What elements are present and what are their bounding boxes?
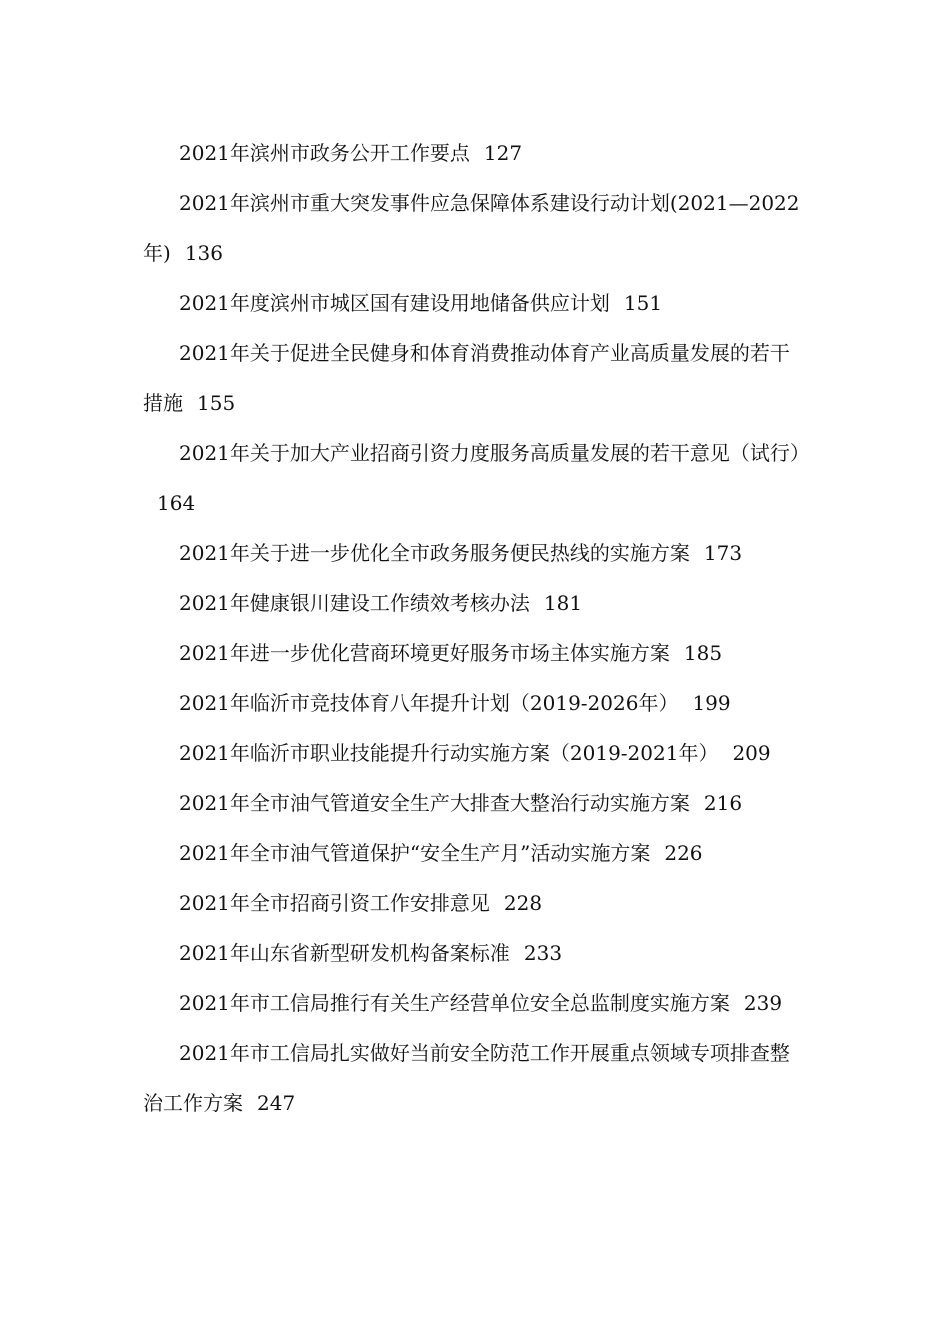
toc-entry-page: 136	[184, 241, 223, 265]
toc-entry-page: 247	[257, 1091, 296, 1115]
toc-entry	[143, 828, 808, 878]
toc-entry-page: 228	[503, 891, 543, 915]
toc-entry	[143, 778, 808, 828]
toc-entry-title: 2021年滨州市重大突发事件应急保障体系建设行动计划(2021—2022年)	[143, 191, 800, 265]
table-of-contents	[143, 128, 808, 1128]
toc-entry-title: 2021年全市招商引资工作安排意见	[179, 891, 490, 915]
toc-entry-page: 185	[683, 641, 723, 665]
toc-entry	[143, 528, 808, 578]
toc-entry-page: 164	[157, 491, 196, 515]
toc-entry-title: 2021年关于进一步优化全市政务服务便民热线的实施方案	[179, 541, 690, 565]
toc-entry-title: 2021年市工信局扎实做好当前安全防范工作开展重点领域专项排查整治工作方案	[143, 1041, 790, 1115]
toc-entry-title: 2021年全市油气管道安全生产大排查大整治行动实施方案	[179, 791, 690, 815]
toc-entry-title: 2021年进一步优化营商环境更好服务市场主体实施方案	[179, 641, 670, 665]
toc-entry-page: 199	[692, 691, 731, 715]
toc-entry	[143, 728, 808, 778]
toc-entry-title: 2021年关于加大产业招商引资力度服务高质量发展的若干意见（试行）	[179, 441, 810, 465]
toc-entry-title: 2021年关于促进全民健身和体育消费推动体育产业高质量发展的若干措施	[143, 341, 790, 415]
toc-entry	[143, 178, 808, 278]
toc-entry-title: 2021年全市油气管道保护“安全生产月”活动实施方案	[179, 841, 651, 865]
toc-entry-title: 2021年滨州市政务公开工作要点	[179, 141, 470, 165]
toc-entry	[143, 878, 808, 928]
toc-entry	[143, 928, 808, 978]
toc-entry-title: 2021年临沂市竞技体育八年提升计划（2019-2026年）	[179, 691, 679, 715]
toc-entry	[143, 278, 808, 328]
toc-entry	[143, 428, 808, 528]
toc-entry	[143, 578, 808, 628]
toc-entry-page: 239	[743, 991, 783, 1015]
toc-entry-page: 216	[703, 791, 743, 815]
toc-entry-page: 155	[197, 391, 236, 415]
toc-entry	[143, 978, 808, 1028]
toc-entry	[143, 328, 808, 428]
toc-entry-page: 233	[523, 941, 563, 965]
toc-entry	[143, 128, 808, 178]
toc-entry-title: 2021年山东省新型研发机构备案标准	[179, 941, 510, 965]
toc-entry	[143, 678, 808, 728]
toc-entry-title: 2021年度滨州市城区国有建设用地储备供应计划	[179, 291, 610, 315]
toc-entry-title: 2021年市工信局推行有关生产经营单位安全总监制度实施方案	[179, 991, 730, 1015]
toc-entry-page: 151	[623, 291, 663, 315]
toc-entry-page: 209	[732, 741, 771, 765]
toc-entry	[143, 1028, 808, 1128]
toc-entry-title: 2021年健康银川建设工作绩效考核办法	[179, 591, 530, 615]
toc-entry	[143, 628, 808, 678]
toc-entry-title: 2021年临沂市职业技能提升行动实施方案（2019-2021年）	[179, 741, 719, 765]
toc-entry-page: 181	[543, 591, 583, 615]
toc-entry-page: 127	[483, 141, 523, 165]
toc-entry-page: 226	[664, 841, 703, 865]
toc-entry-page: 173	[703, 541, 743, 565]
